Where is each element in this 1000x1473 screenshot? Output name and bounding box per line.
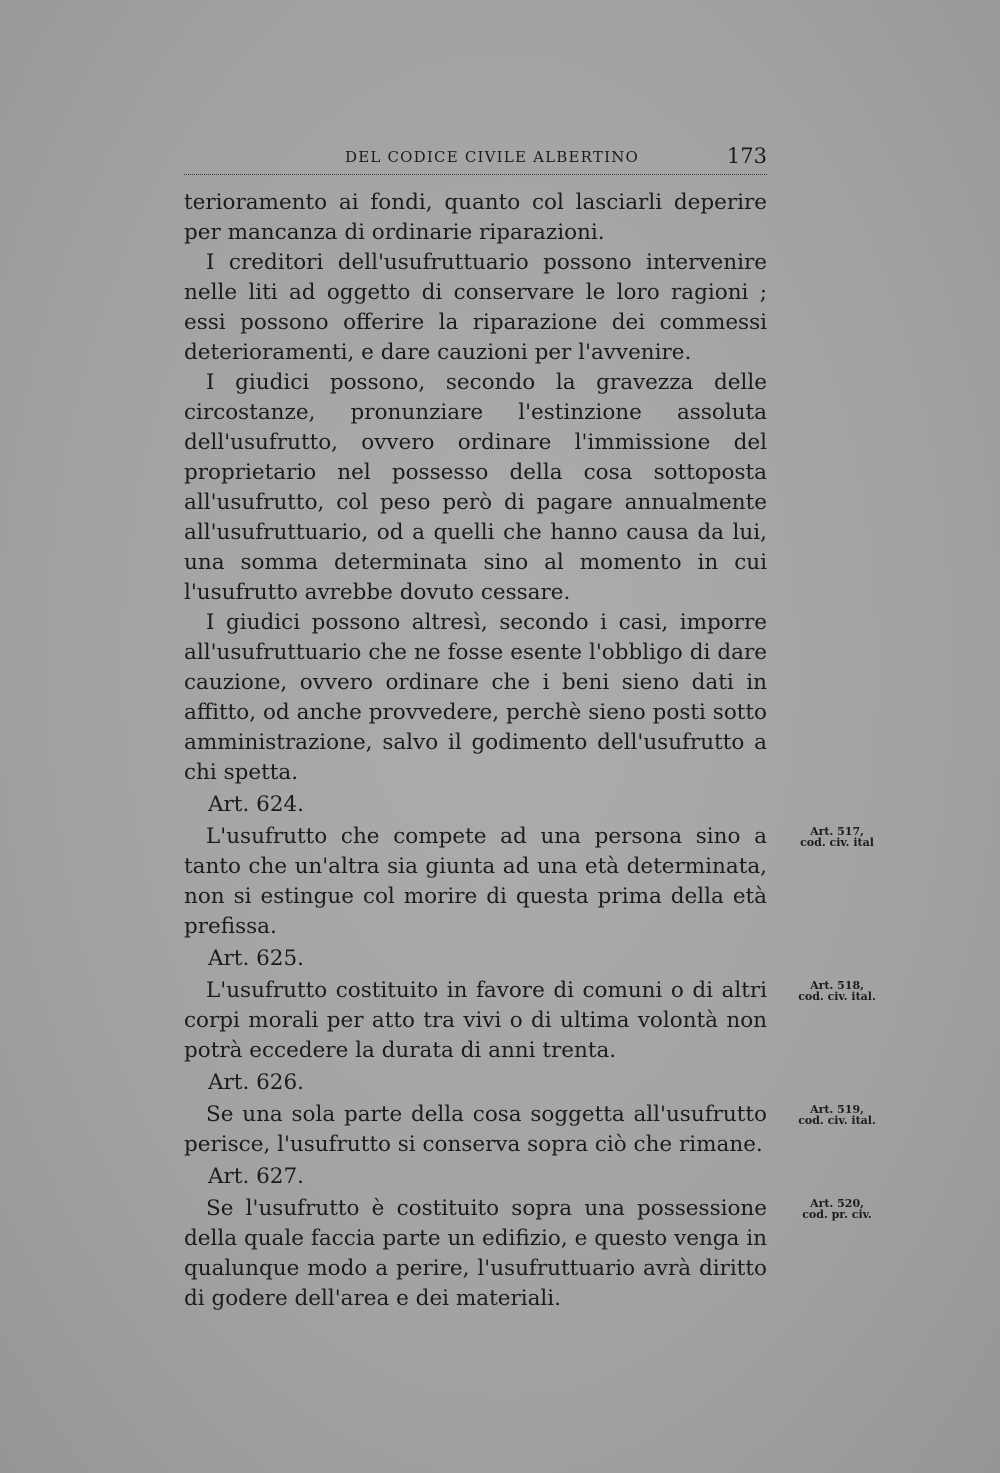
article-626 xyxy=(184,1100,876,1160)
margin-note-line: cod. civ. ital. xyxy=(798,990,876,1003)
paragraph: I giudici possono altresì, secondo i casi, imporre all'usufruttuario che ne fosse esente l'obbligo di dare cauzione, ovvero ordinare che i beni sieno dati in affitto, od anche provvedere, perchè sieno posti sotto amministrazione, salvo il godimento dell'usufrutto a chi spetta. xyxy=(184,610,767,785)
article-heading: Art. 624. xyxy=(208,792,304,817)
margin-note-line: Art. 517, xyxy=(810,825,864,838)
article-heading: Art. 626. xyxy=(208,1070,304,1095)
page-header xyxy=(184,144,767,175)
margin-note-line: cod. civ. ital xyxy=(800,836,874,849)
body-text xyxy=(184,188,876,1314)
margin-note-line: cod. pr. civ. xyxy=(802,1208,872,1221)
paragraph: terioramento ai fondi, quanto col lasciarli deperire per mancanza di ordinarie riparazioni. xyxy=(184,190,767,245)
article-heading: Art. 625. xyxy=(208,946,304,971)
margin-note-line: cod. civ. ital. xyxy=(798,1114,876,1127)
margin-note xyxy=(782,826,892,848)
page-number: 173 xyxy=(726,144,767,168)
article-text: L'usufrutto che compete ad una persona sino a tanto che un'altra sia giunta ad una età determinata, non si estingue col morire di questa prima della età prefissa. xyxy=(184,824,767,939)
margin-note xyxy=(782,1198,892,1220)
margin-note-line: Art. 518, xyxy=(810,979,864,992)
article-625 xyxy=(184,976,876,1066)
paragraph: I creditori dell'usufruttuario possono intervenire nelle liti ad oggetto di conservare le loro ragioni ; essi possono offerire la riparazione dei commessi deterioramenti, e dare cauzioni per l'avvenire. xyxy=(184,250,767,365)
margin-note-line: Art. 519, xyxy=(810,1103,864,1116)
margin-note-line: Art. 520, xyxy=(810,1197,864,1210)
article-624 xyxy=(184,822,874,942)
margin-note xyxy=(782,980,892,1002)
running-title: DEL CODICE CIVILE ALBERTINO xyxy=(345,148,640,166)
margin-note xyxy=(782,1104,892,1126)
article-text: L'usufrutto costituito in favore di comuni o di altri corpi morali per atto tra vivi o di ultima volontà non potrà eccedere la durata di anni trenta. xyxy=(184,978,767,1063)
article-text: Se l'usufrutto è costituito sopra una possessione della quale faccia parte un edifizio, e questo venga in qualunque modo a perire, l'usufruttuario avrà diritto di godere dell'area e dei materiali. xyxy=(184,1196,767,1311)
article-heading: Art. 627. xyxy=(208,1164,304,1189)
article-text: Se una sola parte della cosa soggetta all'usufrutto perisce, l'usufrutto si conserva sopra ciò che rimane. xyxy=(184,1102,767,1157)
article-627 xyxy=(184,1194,872,1314)
paragraph: I giudici possono, secondo la gravezza delle circostanze, pronunziare l'estinzione assoluta dell'usufrutto, ovvero ordinare l'immissione del proprietario nel possesso della cosa sottoposta all'usufrutto, col peso però di pagare annualmente all'usufruttuario, od a quelli che hanno causa da lui, una somma determinata sino al momento in cui l'usufrutto avrebbe dovuto cessare. xyxy=(184,370,767,605)
